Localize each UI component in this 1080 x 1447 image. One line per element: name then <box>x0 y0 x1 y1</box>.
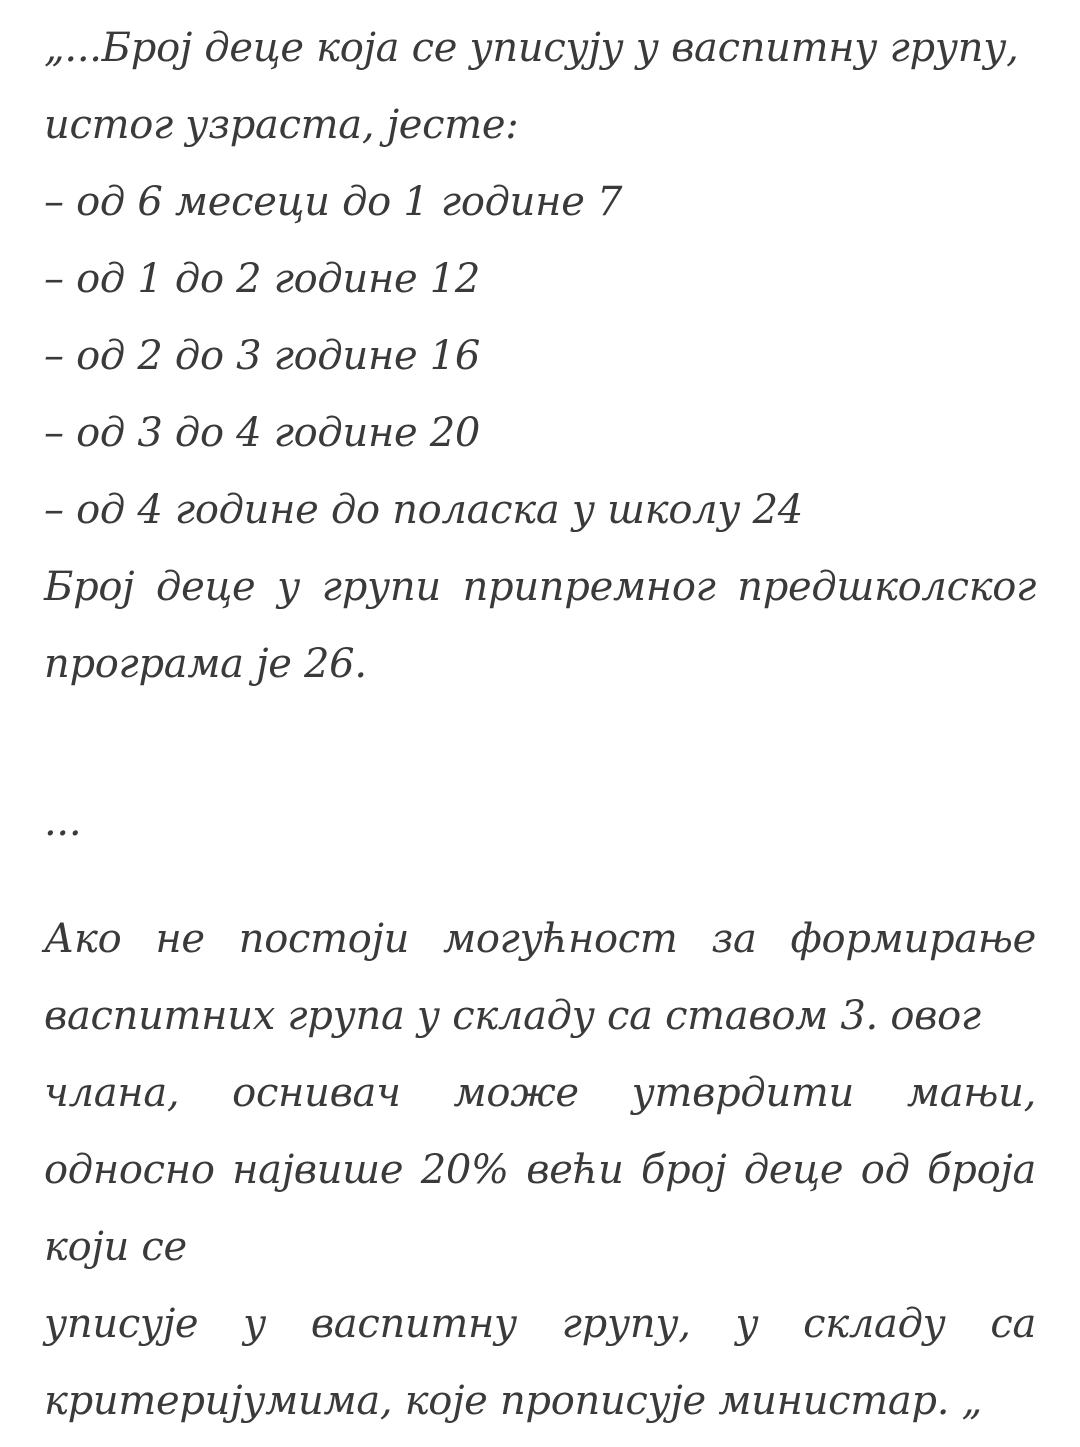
age-group-item: – од 1 до 2 године 12 <box>44 256 481 302</box>
quote-intro-line-2: истог узраста, јесте: <box>44 102 519 148</box>
paragraph-line: Ако не постоји могућност за формирање <box>44 916 1036 962</box>
paragraph-line: уписује у васпитну групу, у складу са <box>44 1301 1036 1347</box>
age-group-item: – од 4 године до поласка у школу 24 <box>44 487 803 533</box>
age-group-item: – од 2 до 3 године 16 <box>44 333 481 379</box>
paragraph-line: члана, оснивач може утврдити мањи, <box>44 1070 1036 1116</box>
paragraph-line: који се <box>44 1224 187 1270</box>
paragraph-line: васпитних група у складу са ставом 3. овог <box>44 993 981 1039</box>
preschool-line-1: Број деце у групи припремног предшколског <box>44 564 1036 610</box>
ellipsis-separator: ... <box>44 799 82 845</box>
preschool-line-2: програма је 26. <box>44 641 367 687</box>
age-group-item: – од 3 до 4 године 20 <box>44 410 481 456</box>
paragraph-line: критеријумима, које прописује министар. „ <box>44 1378 982 1424</box>
paragraph-line: односно највише 20% већи број деце од броја <box>44 1147 1036 1193</box>
age-group-item: – од 6 месеци до 1 године 7 <box>44 179 623 225</box>
quote-intro-line-1: „...Број деце која се уписују у васпитну групу, <box>44 25 1019 71</box>
